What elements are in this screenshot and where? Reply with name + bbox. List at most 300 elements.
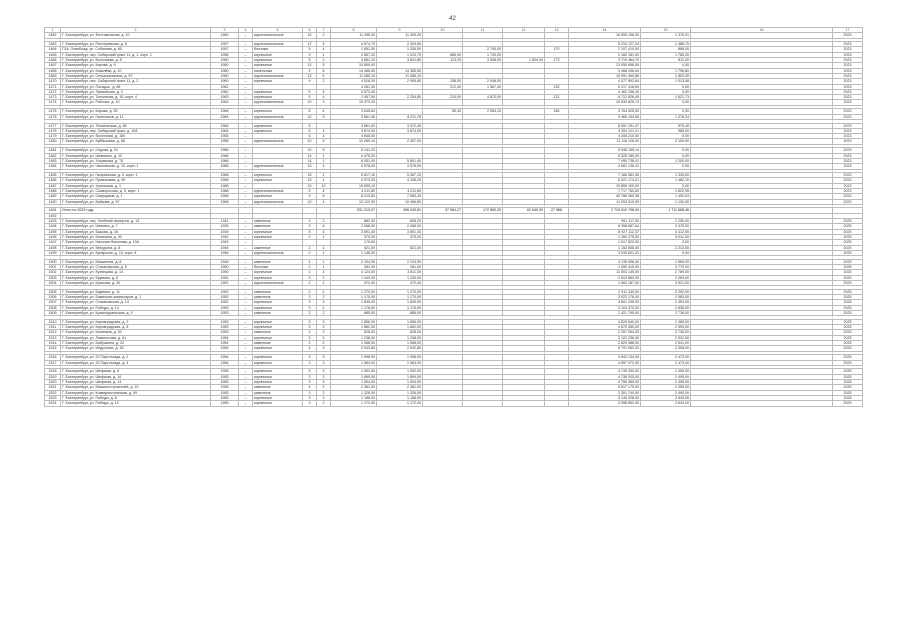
table-cell: 3 719 464,70 bbox=[569, 58, 641, 63]
table-cell: Г. Екатеринбург, ул. Шефская, д. 14 bbox=[61, 380, 211, 385]
table-cell: каменные bbox=[253, 245, 303, 250]
table-cell: кирпичные bbox=[253, 234, 303, 239]
table-cell: 2023 bbox=[833, 109, 863, 114]
table-cell: 885,00 bbox=[377, 311, 423, 316]
table-cell: 2025 bbox=[833, 280, 863, 285]
table-cell: Г. Екатеринбург, ул. Бабушкина, д. 22 bbox=[61, 341, 211, 346]
table-cell: 4 bbox=[317, 270, 331, 275]
table-cell: – bbox=[239, 183, 253, 188]
table-cell: – bbox=[239, 229, 253, 234]
table-cell: 1 017 820,00 bbox=[569, 240, 641, 245]
table-cell: 2 bbox=[317, 330, 331, 335]
table-cell: 10 122,90 bbox=[331, 199, 377, 204]
table-cell: 2023 bbox=[833, 164, 863, 169]
table-cell: 132 bbox=[545, 84, 569, 89]
table-cell: 7 717 760,83 bbox=[569, 188, 641, 193]
table-cell: 1510 bbox=[45, 319, 61, 324]
table-cell: 1955 bbox=[211, 395, 239, 400]
table-cell: 3 122 236,00 bbox=[569, 335, 641, 340]
table-cell: 10 bbox=[303, 114, 317, 119]
table-cell: крупнопанельные bbox=[253, 164, 303, 169]
table-cell: 2025 bbox=[833, 224, 863, 229]
table-cell: 2 bbox=[317, 275, 331, 280]
table-cell: 2023 bbox=[833, 89, 863, 94]
table-cell: 2023 bbox=[833, 194, 863, 199]
table-cell: – bbox=[239, 311, 253, 316]
table-cell: 1 270,00 bbox=[377, 289, 423, 294]
table-cell: 11 395,20 bbox=[331, 33, 377, 38]
table-cell: Г. Екатеринбург, ул. Шевченко, д. 12 bbox=[61, 153, 211, 158]
table-cell: 1497 bbox=[45, 240, 61, 245]
table-cell: 885,00 bbox=[331, 311, 377, 316]
table-cell: 1 822,95 bbox=[641, 188, 691, 193]
table-cell: Г. Екатеринбург, ул. Уральская, д. 1 bbox=[61, 183, 211, 188]
column-number-17: 17 bbox=[833, 28, 863, 33]
table-cell: 4 124,00 bbox=[331, 270, 377, 275]
table-cell: 2023 bbox=[833, 158, 863, 163]
table-cell: кирпичные bbox=[253, 229, 303, 234]
table-cell: 1954 bbox=[211, 346, 239, 351]
table-cell: 2025 bbox=[833, 305, 863, 310]
table-cell: 1 765,20 bbox=[641, 52, 691, 57]
table-cell: 1 bbox=[317, 259, 331, 264]
table-cell: 2 955,80 bbox=[377, 79, 423, 84]
table-cell: – bbox=[239, 100, 253, 105]
register-table-body bbox=[45, 33, 863, 406]
page-number: 42 bbox=[449, 16, 456, 22]
table-cell: 1964 bbox=[211, 128, 239, 133]
table-cell: 12 bbox=[303, 42, 317, 47]
table-cell: 3 bbox=[303, 224, 317, 229]
table-cell: 121 bbox=[545, 95, 569, 100]
table-cell: 1963 bbox=[211, 95, 239, 100]
table-cell: каменные bbox=[253, 259, 303, 264]
table-cell: 1 260 275,00 bbox=[569, 234, 641, 239]
table-cell: 370,00 bbox=[377, 234, 423, 239]
table-cell: – bbox=[239, 199, 253, 204]
table-cell: 6 791 982,00 bbox=[569, 346, 641, 351]
table-cell: 472,40 bbox=[331, 280, 377, 285]
table-cell: 1968 bbox=[211, 194, 239, 199]
table-cell: 1 172,00 bbox=[331, 401, 377, 406]
table-cell: 1968 bbox=[211, 178, 239, 183]
table-cell: 3 bbox=[303, 360, 317, 365]
table-cell: Г. Екатеринбург, ул. Шпагата, д. 7 bbox=[61, 224, 211, 229]
table-cell: 9 bbox=[303, 52, 317, 57]
table-cell: 4 077 892,64 bbox=[569, 79, 641, 84]
table-cell: Г. Екатеринбург, ул. Кузнецова, д. 14 bbox=[61, 270, 211, 275]
table-cell: – bbox=[239, 128, 253, 133]
table-cell: 2025 bbox=[833, 275, 863, 280]
table-cell: 281,00 bbox=[377, 265, 423, 270]
table-cell: 1488 bbox=[45, 188, 61, 193]
table-cell: 2 957,50 bbox=[331, 95, 377, 100]
table-cell: 2025 bbox=[833, 311, 863, 316]
table-cell: 3 468 196,64 bbox=[569, 68, 641, 73]
table-cell: кирпичные bbox=[253, 95, 303, 100]
table-cell: 2023 bbox=[833, 128, 863, 133]
table-cell: 1968 bbox=[211, 199, 239, 204]
table-cell: 2 308,00 bbox=[641, 346, 691, 351]
table-cell: Г. Екатеринбург, ул. Седова, д. 51 bbox=[61, 148, 211, 153]
table-cell: 10 bbox=[317, 183, 331, 188]
table-cell: кирпичные bbox=[253, 319, 303, 324]
table-cell: 0,00 bbox=[641, 100, 691, 105]
table-cell: каменные bbox=[253, 219, 303, 224]
table-cell: Г. Екатеринбург, ул. Войкова, д. 57 bbox=[61, 199, 211, 204]
table-cell: 3 bbox=[303, 369, 317, 374]
table-cell: 5 bbox=[303, 229, 317, 234]
table-cell: Г. Екатеринбург, ул. Победы, д. 14 bbox=[61, 305, 211, 310]
table-cell: 608,20 bbox=[377, 219, 423, 224]
table-cell: 2 068,00 bbox=[331, 224, 377, 229]
table-cell: 11 503 145,00 bbox=[569, 270, 641, 275]
table-cell: 4 573,00 bbox=[331, 178, 377, 183]
table-cell: 1954 bbox=[211, 355, 239, 360]
table-cell: 3 bbox=[317, 374, 331, 379]
column-number-10: 10 bbox=[423, 28, 463, 33]
table-cell: 3 098,00 bbox=[463, 58, 503, 63]
table-cell: 2 bbox=[317, 33, 331, 38]
table-cell: 1 240,00 bbox=[377, 275, 423, 280]
table-cell: 1 851,50 bbox=[331, 47, 377, 52]
table-cell: 2025 bbox=[833, 385, 863, 390]
table-cell: кирпичные bbox=[253, 395, 303, 400]
table-cell: Г. Екатеринбург, ул. Кировградская, д. 8 bbox=[61, 325, 211, 330]
table-cell: – bbox=[239, 355, 253, 360]
table-cell: кирпичные bbox=[253, 128, 303, 133]
table-cell: 1482 bbox=[45, 153, 61, 158]
table-cell: 62 640,00 bbox=[503, 208, 545, 213]
table-cell: 9 bbox=[303, 188, 317, 193]
table-cell: 4 672 450,00 bbox=[569, 325, 641, 330]
table-cell: 9 466 194,06 bbox=[569, 114, 641, 119]
table-cell: 1503 bbox=[45, 275, 61, 280]
table-cell: Г. Екатеринбург, ул. Техническая, д. 58 bbox=[61, 123, 211, 128]
table-cell: Г. Екатеринбург, ул. Калинина, д. 52 bbox=[61, 330, 211, 335]
table-cell: 2 bbox=[303, 250, 317, 255]
table-cell: 1955 bbox=[211, 385, 239, 390]
table-cell: 2023 bbox=[833, 68, 863, 73]
table-cell: 1498 bbox=[45, 245, 61, 250]
table-cell: 5 210 127,24 bbox=[569, 42, 641, 47]
table-cell: 3 841,80 bbox=[377, 58, 423, 63]
table-cell: 1 bbox=[317, 178, 331, 183]
table-cell: 0,00 bbox=[641, 240, 691, 245]
table-cell: 14 385,50 bbox=[377, 68, 423, 73]
table-cell: 1523 bbox=[45, 395, 61, 400]
table-cell: 1946 bbox=[211, 250, 239, 255]
table-cell: 1966 bbox=[211, 158, 239, 163]
table-cell: – bbox=[239, 390, 253, 395]
table-cell: каменные bbox=[253, 390, 303, 395]
table-cell: 12 bbox=[303, 63, 317, 68]
table-cell: 4 745 490,00 bbox=[569, 369, 641, 374]
table-cell: Г. Екатеринбург, ул. Красноуральская, д. 9 bbox=[61, 311, 211, 316]
table-cell: 2 643,00 bbox=[641, 395, 691, 400]
table-cell: 1469 bbox=[45, 73, 61, 78]
table-cell: 2 bbox=[317, 289, 331, 294]
table-cell: 0,00 bbox=[641, 183, 691, 188]
table-cell: 682,00 bbox=[331, 219, 377, 224]
table-cell: 1521 bbox=[45, 385, 61, 390]
table-cell: 1 856,00 bbox=[377, 319, 423, 324]
table-cell: – bbox=[239, 79, 253, 84]
table-cell: 2 509,00 bbox=[641, 325, 691, 330]
table-cell: 2 942,80 bbox=[331, 346, 377, 351]
table-cell: 4 211,80 bbox=[377, 188, 423, 193]
table-cell: 1479 bbox=[45, 134, 61, 139]
table-cell: 2 107 410,00 bbox=[569, 47, 641, 52]
register-table-wrapper bbox=[44, 27, 862, 407]
table-cell: – bbox=[239, 360, 253, 365]
table-cell: Г. Екатеринбург, ул. Хохрякова, д. 74 bbox=[61, 158, 211, 163]
table-cell: 1467 bbox=[45, 63, 61, 68]
table-cell: кирпичные bbox=[253, 355, 303, 360]
table-cell: Г. Екатеринбург, ул. Фестивальная, д. 10 bbox=[61, 33, 211, 38]
table-cell: 1953 bbox=[211, 330, 239, 335]
table-cell: 6 bbox=[317, 224, 331, 229]
table-cell: 2025 bbox=[833, 355, 863, 360]
table-cell: 1465 bbox=[45, 52, 61, 57]
table-cell: 11 116 128,00 bbox=[569, 139, 641, 144]
table-cell: 15 bbox=[303, 33, 317, 38]
table-cell: 2025 bbox=[833, 401, 863, 406]
table-cell: 2 104,90 bbox=[331, 259, 377, 264]
table-cell: Г. Екатеринбург, ул. Газетчиков, д. 11 bbox=[61, 114, 211, 119]
table-cell: 2025 bbox=[833, 319, 863, 324]
table-cell: 3 674,00 bbox=[377, 128, 423, 133]
table-cell: 868,00 bbox=[641, 47, 691, 52]
table-cell: Г. Екатеринбург, ул. Кировградская, д. 2 bbox=[61, 319, 211, 324]
table-cell: 2025 bbox=[833, 219, 863, 224]
table-cell: – bbox=[239, 139, 253, 144]
table-cell: кирпичные bbox=[253, 305, 303, 310]
table-cell: 4 601 295,00 bbox=[569, 300, 641, 305]
table-cell: 4 bbox=[317, 229, 331, 234]
column-number-7: 7 bbox=[317, 28, 331, 33]
table-cell: 370,00 bbox=[331, 234, 377, 239]
table-cell: 3 bbox=[303, 355, 317, 360]
table-cell: 1962 bbox=[211, 89, 239, 94]
table-cell: 1 176,60 bbox=[331, 305, 377, 310]
table-cell: Г. Екатеринбург, ул. Латвийская, д. 3 bbox=[61, 89, 211, 94]
table-cell: 2023 bbox=[833, 148, 863, 153]
table-cell: 2 473,00 bbox=[641, 360, 691, 365]
table-cell: 212,40 bbox=[423, 84, 463, 89]
column-number-13: 13 bbox=[545, 28, 569, 33]
table-cell: 5 bbox=[303, 128, 317, 133]
table-cell bbox=[423, 401, 463, 406]
table-cell: 1 200,00 bbox=[641, 158, 691, 163]
table-cell: 1515 bbox=[45, 346, 61, 351]
table-cell: 4 462 198,40 bbox=[569, 89, 641, 94]
table-cell: 1957 bbox=[211, 42, 239, 47]
table-cell: 4 681 136,41 bbox=[569, 164, 641, 169]
table-cell: 1518 bbox=[45, 369, 61, 374]
table-cell: 2 bbox=[303, 280, 317, 285]
table-cell: 1955 bbox=[211, 374, 239, 379]
table-cell: 4 750 480,00 bbox=[569, 380, 641, 385]
table-cell: 2 bbox=[317, 219, 331, 224]
table-cell: Г. Екатеринбург, ул. Победы, д. 12 bbox=[61, 401, 211, 406]
table-cell: – bbox=[239, 250, 253, 255]
table-cell: 3 376,00 bbox=[641, 224, 691, 229]
table-cell: Г. Екатеринбург, ул. Крылова, д. 30 bbox=[61, 280, 211, 285]
table-cell: 8 211,78 bbox=[377, 114, 423, 119]
table-cell: 4 bbox=[317, 128, 331, 133]
table-cell: 4 516,30 bbox=[331, 79, 377, 84]
table-cell: 1500 bbox=[45, 259, 61, 264]
table-cell: 1 821,73 bbox=[641, 95, 691, 100]
table-cell: 1 bbox=[317, 52, 331, 57]
table-cell: 170 bbox=[545, 47, 569, 52]
table-cell: 1484 bbox=[45, 164, 61, 169]
table-cell: 5 817,10 bbox=[331, 173, 377, 178]
table-cell: – bbox=[239, 295, 253, 300]
table-cell: 1487 bbox=[45, 183, 61, 188]
table-cell: 2 911 340,00 bbox=[569, 289, 641, 294]
table-cell: 2 489,00 bbox=[641, 319, 691, 324]
table-cell: 2025 bbox=[833, 229, 863, 234]
table-cell: 2025 bbox=[833, 390, 863, 395]
table-cell: 1939 bbox=[211, 229, 239, 234]
table-cell: 1 796,80 bbox=[641, 68, 691, 73]
table-cell: 2 bbox=[317, 79, 331, 84]
table-cell: – bbox=[239, 194, 253, 199]
table-cell: 1968 bbox=[211, 188, 239, 193]
table-cell: 1 255,50 bbox=[377, 47, 423, 52]
table-cell: 1462 bbox=[45, 33, 61, 38]
table-cell: – bbox=[239, 84, 253, 89]
table-cell: 1965 bbox=[211, 139, 239, 144]
table-cell: 5 948 159,14 bbox=[569, 148, 641, 153]
table-cell: – bbox=[239, 58, 253, 63]
table-cell: – bbox=[239, 148, 253, 153]
table-cell: 2 bbox=[303, 341, 317, 346]
table-cell: 1 902,00 bbox=[377, 369, 423, 374]
table-cell: 5 525 180,29 bbox=[569, 153, 641, 158]
table-cell: 1954 bbox=[211, 341, 239, 346]
table-cell: 2 404,60 bbox=[377, 42, 423, 47]
table-cell: 2 359,00 bbox=[641, 385, 691, 390]
table-cell: Г. Екатеринбург, ул. Шефская, д. 6 bbox=[61, 369, 211, 374]
table-cell: 1513 bbox=[45, 335, 61, 340]
table-cell: 2 710 610 798,49 bbox=[569, 208, 641, 213]
table-cell: 2 bbox=[303, 289, 317, 294]
table-cell: – bbox=[239, 89, 253, 94]
table-cell: 685,00 bbox=[423, 52, 463, 57]
table-cell: 1 856,00 bbox=[331, 319, 377, 324]
table-cell: кирпичные bbox=[253, 58, 303, 63]
table-row bbox=[45, 401, 863, 406]
table-cell: 1476 bbox=[45, 114, 61, 119]
table-cell: 1 845,00 bbox=[377, 300, 423, 305]
table-cell: 5 891,40 bbox=[377, 158, 423, 163]
table-cell: 5 141,20 bbox=[331, 148, 377, 153]
table-cell: 4 bbox=[303, 346, 317, 351]
table-cell: 2 100,00 bbox=[641, 139, 691, 144]
table-cell: 40 788 969,38 bbox=[569, 194, 641, 199]
table-cell: 1463 bbox=[45, 42, 61, 47]
table-cell: 7 665,40 bbox=[377, 194, 423, 199]
table-cell: 2 bbox=[317, 58, 331, 63]
table-cell: 8 010,80 bbox=[331, 194, 377, 199]
column-number-5: 5 bbox=[253, 28, 303, 33]
table-cell: 1 013,08 bbox=[641, 79, 691, 84]
table-cell: 6 bbox=[317, 194, 331, 199]
table-cell: 2025 bbox=[833, 335, 863, 340]
table-cell: 1471 bbox=[45, 84, 61, 89]
table-cell: 1945 bbox=[211, 245, 239, 250]
table-cell: 4 578,00 bbox=[331, 164, 377, 169]
table-cell: 5 bbox=[303, 58, 317, 63]
table-cell: 1958 bbox=[211, 52, 239, 57]
table-cell: Г. Екатеринбург, ул. Кирова, д. 28 bbox=[61, 109, 211, 114]
table-cell: 3 bbox=[317, 369, 331, 374]
table-cell: Г. Екатеринбург, ул. Восточная, д. 160 bbox=[61, 134, 211, 139]
table-cell: 4 681,10 bbox=[331, 58, 377, 63]
table-cell: 3 891,40 bbox=[331, 229, 377, 234]
table-cell: 4 738 005,00 bbox=[569, 374, 641, 379]
table-cell: 5 bbox=[317, 148, 331, 153]
table-cell: 5 bbox=[303, 123, 317, 128]
table-cell: 1 bbox=[317, 158, 331, 163]
table-cell: 1495 bbox=[45, 229, 61, 234]
table-cell: 2023 bbox=[833, 63, 863, 68]
table-cell: 1960 bbox=[211, 58, 239, 63]
table-cell: 3 bbox=[303, 305, 317, 310]
table-cell: 1519 bbox=[45, 374, 61, 379]
table-cell: 1506 bbox=[45, 295, 61, 300]
table-cell: каменные bbox=[253, 341, 303, 346]
table-cell: 0,00 bbox=[641, 63, 691, 68]
table-cell: 10 bbox=[303, 100, 317, 105]
table-cell: – bbox=[239, 52, 253, 57]
table-cell: 2 942,80 bbox=[377, 346, 423, 351]
table-cell: 172 560,20 bbox=[463, 208, 503, 213]
table-cell: 2 bbox=[303, 311, 317, 316]
table-cell: 55,40 bbox=[423, 109, 463, 114]
table-cell: 4 578,00 bbox=[377, 164, 423, 169]
table-cell: 1516 bbox=[45, 355, 61, 360]
table-cell: 1951 bbox=[211, 275, 239, 280]
table-cell: крупнопанельные bbox=[253, 114, 303, 119]
table-cell: 1965 bbox=[211, 134, 239, 139]
table-cell: крупнопанельные bbox=[253, 188, 303, 193]
table-cell: 1507 bbox=[45, 300, 61, 305]
table-cell: 1522 bbox=[45, 390, 61, 395]
column-number-16: 16 bbox=[691, 28, 833, 33]
table-cell: 10 269,10 bbox=[331, 139, 377, 144]
table-cell: 3 811,30 bbox=[377, 270, 423, 275]
table-cell: 1 170,00 bbox=[377, 295, 423, 300]
column-number-9: 9 bbox=[377, 28, 423, 33]
table-cell: – bbox=[239, 300, 253, 305]
table-cell: 3 573,40 bbox=[331, 89, 377, 94]
table-cell: 7 166 561,06 bbox=[569, 173, 641, 178]
table-cell: Г. Екатеринбург, ул. Баумана, д. 11 bbox=[61, 289, 211, 294]
table-cell: Г. Екатеринбург, ул. Индустрии, д. 35 bbox=[61, 346, 211, 351]
column-number-6: 6 bbox=[303, 28, 317, 33]
table-cell: 2 bbox=[303, 330, 317, 335]
table-cell: кирпичные bbox=[253, 335, 303, 340]
table-cell bbox=[463, 401, 503, 406]
table-cell: 1960 bbox=[211, 63, 239, 68]
table-cell: каменные bbox=[253, 385, 303, 390]
table-cell: 1953 bbox=[211, 305, 239, 310]
table-cell: 3 039 821,31 bbox=[569, 250, 641, 255]
